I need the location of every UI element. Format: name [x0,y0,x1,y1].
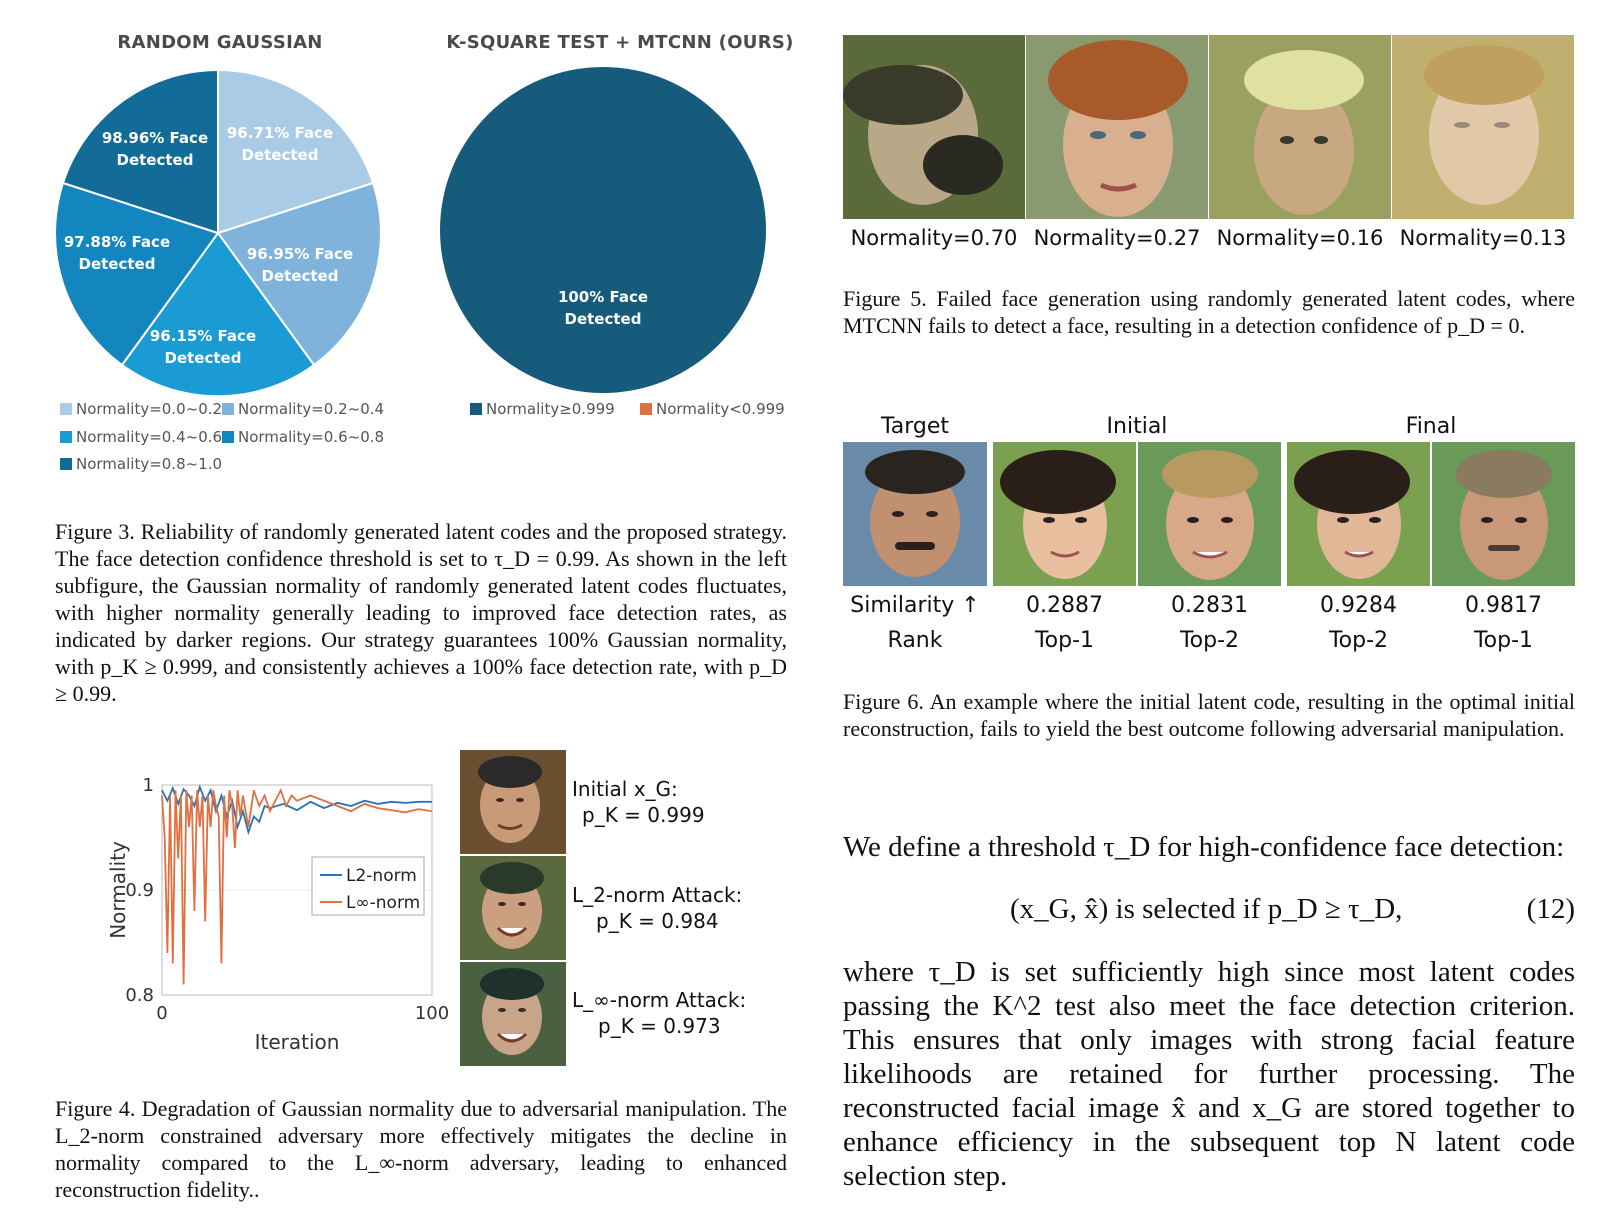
similarity-value-3: 0.9284 [1320,593,1397,618]
attack-l2-value: p_K = 0.984 [596,909,719,933]
normality-label-1: Normality=0.70 [850,226,1018,250]
final-face-2 [1432,442,1575,586]
figure4-caption: Figure 4. Degradation of Gaussian normality due to adversarial manipulation. The L_2-norm constrained adversary more effectively mitigates the decline in normality compared to the L_∞-norm adversary, leading to enhanced reconstruction fidelity.. [55,1096,787,1202]
failed-face-3 [1209,35,1391,219]
pie-left-title: RANDOM GAUSSIAN [117,32,323,53]
header-final: Final [1405,414,1457,439]
attack-linf-value: p_K = 0.973 [598,1014,721,1038]
legend-item-3: Normality=0.4~0.6 [60,428,222,446]
pie-right-title: K-SQUARE TEST + MTCNN (OURS) [446,32,794,53]
legend-right-1: Normality≥0.999 [470,400,615,418]
y-axis-label: Normality [106,841,130,939]
header-target: Target [880,414,950,439]
failed-face-1 [843,35,1025,219]
attack-initial-value: p_K = 0.999 [582,803,705,827]
body-intro: We define a threshold τ_D for high-confidence face detection: [843,831,1565,863]
pie-chart-k-square [438,65,768,395]
y-tick-label: 0.9 [125,880,154,901]
attack-linf-title: L_∞-norm Attack: [572,988,747,1012]
body-paragraph: where τ_D is set sufficiently high since most latent codes passing the K^2 test also meet the face detection criterion. This ensures that only images with strong facial feature likelihoods are retained for further processing. The reconstructed facial image x̂ and x_G are stored together to enhance efficiency in the subsequent top N latent code selection step. [843,956,1575,1192]
x-tick-label: 100 [414,1003,450,1024]
pie-slice-full [440,67,766,393]
x-tick-label: 0 [156,1003,168,1024]
legend-item-4: Normality=0.6~0.8 [222,428,384,446]
normality-label-4: Normality=0.13 [1399,226,1567,250]
rank-value-3: Top-2 [1328,628,1389,653]
similarity-value-2: 0.2831 [1171,593,1248,618]
figure6-caption: Figure 6. An example where the initial latent code, resulting in the optimal initial reconstruction, fails to yield the best outcome following adversarial manipulation. [843,689,1575,741]
normality-label-3: Normality=0.16 [1216,226,1384,250]
face-l2-attack-image [460,856,566,960]
figure5-caption: Figure 5. Failed face generation using randomly generated latent codes, where MTCNN fails to detect a face, resulting in a detection confidence of p_D = 0. [843,286,1575,338]
rank-value-4: Top-1 [1473,628,1534,653]
similarity-label: Similarity ↑ [850,593,980,618]
pie-right-label: 100% Face Detected [557,288,649,328]
face-linf-attack-image [460,962,566,1066]
legend-label-2: L∞-norm [346,893,421,913]
failed-face-2 [1026,35,1208,219]
face-initial-image [460,750,566,854]
x-axis-label: Iteration [254,1030,340,1054]
legend-item-5: Normality=0.8~1.0 [60,455,222,473]
final-face-1 [1287,442,1430,586]
normality-line-chart [80,760,455,1060]
equation: (x_G, x̂) is selected if p_D ≥ τ_D, [1010,893,1403,925]
target-face [843,442,987,586]
header-initial: Initial [1106,414,1168,439]
failed-face-4 [1392,35,1574,219]
initial-face-1 [993,442,1136,586]
legend-item-1: Normality=0.0~0.2 [60,400,222,418]
rank-value-2: Top-2 [1179,628,1240,653]
y-tick-label: 0.8 [125,985,154,1006]
pie-label-2: 96.95% Face Detected [246,245,354,285]
similarity-value-4: 0.9817 [1465,593,1542,618]
equation-number: (12) [1526,893,1575,925]
normality-label-2: Normality=0.27 [1033,226,1201,250]
pie-label-5: 98.96% Face Detected [101,129,209,169]
rank-value-1: Top-1 [1034,628,1095,653]
pie-label-3: 96.15% Face Detected [149,327,257,367]
legend-right-2: Normality<0.999 [640,400,785,418]
rank-label: Rank [887,628,943,653]
initial-face-2 [1138,442,1281,586]
legend-label-1: L2-norm [346,866,417,886]
legend-item-2: Normality=0.2~0.4 [222,400,384,418]
pie-label-4: 97.88% Face Detected [63,233,171,273]
attack-initial-title: Initial x_G: [572,777,678,801]
pie-label-1: 96.71% Face Detected [226,124,334,164]
similarity-value-1: 0.2887 [1026,593,1103,618]
figure3-caption: Figure 3. Reliability of randomly generated latent codes and the proposed strategy. The face detection confidence threshold is set to τ_D = 0.99. As shown in the left subfigure, the Gaussian normality of randomly generated latent codes fluctuates, with higher normality generally leading to improved face detection rates, as indicated by darker regions. Our strategy guarantees 100% Gaussian normality, with p_K ≥ 0.999, and consistently achieves a 100% face detection rate, with p_D ≥ 0.99. [55,519,787,706]
y-tick-label: 1 [142,775,154,796]
attack-l2-title: L_2-norm Attack: [572,883,743,907]
